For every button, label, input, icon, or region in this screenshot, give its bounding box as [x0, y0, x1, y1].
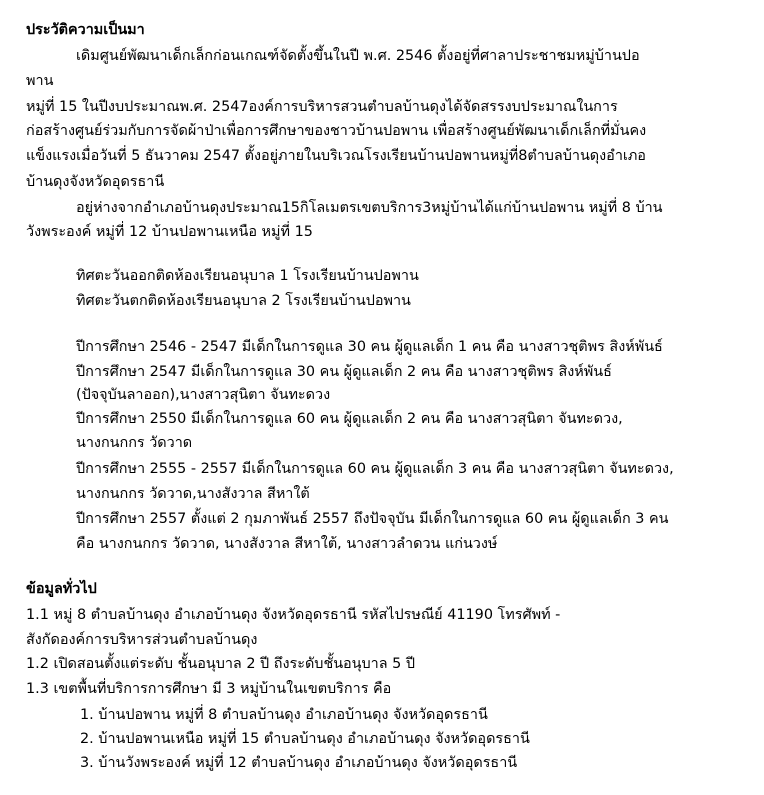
academic-year-line: นางกนกกร วัดวาด	[76, 435, 193, 451]
general-heading: ข้อมูลทั่วไป	[26, 581, 97, 597]
direction-line: ทิศตะวันตกติดห้องเรียนอนุบาล 2 โรงเรียนบ้านปอพาน	[76, 293, 411, 309]
history-paragraph-line: แข็งแรงเมื่อวันที่ 5 ธันวาคม 2547 ตั้งอยู่ภายในบริเวณโรงเรียนบ้านปอพานหมู่ที่8ตำบลบ้านดุงอำเภอ	[26, 148, 646, 164]
village-list-item: 1. บ้านปอพาน หมู่ที่ 8 ตำบลบ้านดุง อำเภอบ้านดุง จังหวัดอุดรธานี	[80, 707, 488, 723]
location-paragraph-line: วังพระองค์ หมู่ที่ 12 บ้านปอพานเหนือ หมู่ที่ 15	[26, 224, 313, 240]
academic-year-line: ปีการศึกษา 2550 มีเด็กในการดูแล 60 คน ผู้ดูแลเด็ก 2 คน คือ นางสาวสุนิตา จันทะดวง,	[76, 411, 623, 427]
history-paragraph-line: ก่อสร้างศูนย์ร่วมกับการจัดผ้าป่าเพื่อการศึกษาของชาวบ้านปอพาน เพื่อสร้างศูนย์พัฒนาเด็กเล็กที่มั่นคง	[26, 123, 647, 139]
general-item-line: 1.2 เปิดสอนตั้งแต่ระดับ ชั้นอนุบาล 2 ปี ถึงระดับชั้นอนุบาล 5 ปี	[26, 656, 415, 672]
village-list-item: 3. บ้านวังพระองค์ หมู่ที่ 12 ตำบลบ้านดุง อำเภอบ้านดุง จังหวัดอุดรธานี	[80, 755, 518, 771]
academic-year-line: ปีการศึกษา 2547 มีเด็กในการดูแล 30 คน ผู้ดูแลเด็ก 2 คน คือ นางสาวชุติพร สิงห์พันธ์	[76, 364, 612, 380]
general-item-line: 1.1 หมู่ 8 ตำบลบ้านดุง อำเภอบ้านดุง จังหวัดอุดรธานี รหัสไปรษณีย์ 41190 โทรศัพท์ -	[26, 607, 561, 623]
general-item-line: 1.3 เขตพื้นที่บริการการศึกษา มี 3 หมู่บ้านในเขตบริการ คือ	[26, 681, 392, 697]
history-heading: ประวัติความเป็นมา	[26, 22, 145, 38]
academic-year-line: ปีการศึกษา 2555 - 2557 มีเด็กในการดูแล 60 คน ผู้ดูแลเด็ก 3 คน คือ นางสาวสุนิตา จันทะดวง,	[76, 461, 674, 477]
academic-year-line: ปีการศึกษา 2546 - 2547 มีเด็กในการดูแล 30 คน ผู้ดูแลเด็ก 1 คน คือ นางสาวชุติพร สิงห์พันธ์	[76, 339, 663, 355]
direction-line: ทิศตะวันออกติดห้องเรียนอนุบาล 1 โรงเรียนบ้านปอพาน	[76, 268, 419, 284]
village-list-item: 2. บ้านปอพานเหนือ หมู่ที่ 15 ตำบลบ้านดุง อำเภอบ้านดุง จังหวัดอุดรธานี	[80, 731, 530, 747]
history-paragraph-line: หมู่ที่ 15 ในปีงบประมาณพ.ศ. 2547องค์การบริหารสวนตำบลบ้านดุงได้จัดสรรงบประมาณในการ	[26, 99, 618, 115]
academic-year-line: นางกนกกร วัดวาด,นางสังวาล สีหาใต้	[76, 486, 310, 502]
general-item-line: สังกัดองค์การบริหารส่วนตำบลบ้านดุง	[26, 632, 258, 648]
location-paragraph-line: อยู่ห่างจากอำเภอบ้านดุงประมาณ15กิโลเมตรเขตบริการ3หมู่บ้านได้แก่บ้านปอพาน หมู่ที่ 8 บ้าน	[76, 200, 663, 216]
history-paragraph-line: เดิมศูนย์พัฒนาเด็กเล็กก่อนเกณฑ์จัดตั้งขึ้นในปี พ.ศ. 2546 ตั้งอยู่ที่ศาลาประชาชมหมู่บ้านปอ	[76, 48, 640, 64]
history-paragraph-line: พาน	[26, 73, 54, 89]
history-paragraph-line: บ้านดุงจังหวัดอุดรธานี	[26, 174, 165, 190]
academic-year-line: (ปัจจุบันลาออก),นางสาวสุนิตา จันทะดวง	[76, 387, 331, 403]
academic-year-line: คือ นางกนกกร วัดวาด, นางสังวาล สีหาใต้, นางสาวลำดวน แก่นวงษ์	[76, 536, 498, 552]
academic-year-line: ปีการศึกษา 2557 ตั้งแต่ 2 กุมภาพันธ์ 2557 ถึงปัจจุบัน มีเด็กในการดูแล 60 คน ผู้ดูแลเด็ก 3 คน	[76, 511, 669, 527]
